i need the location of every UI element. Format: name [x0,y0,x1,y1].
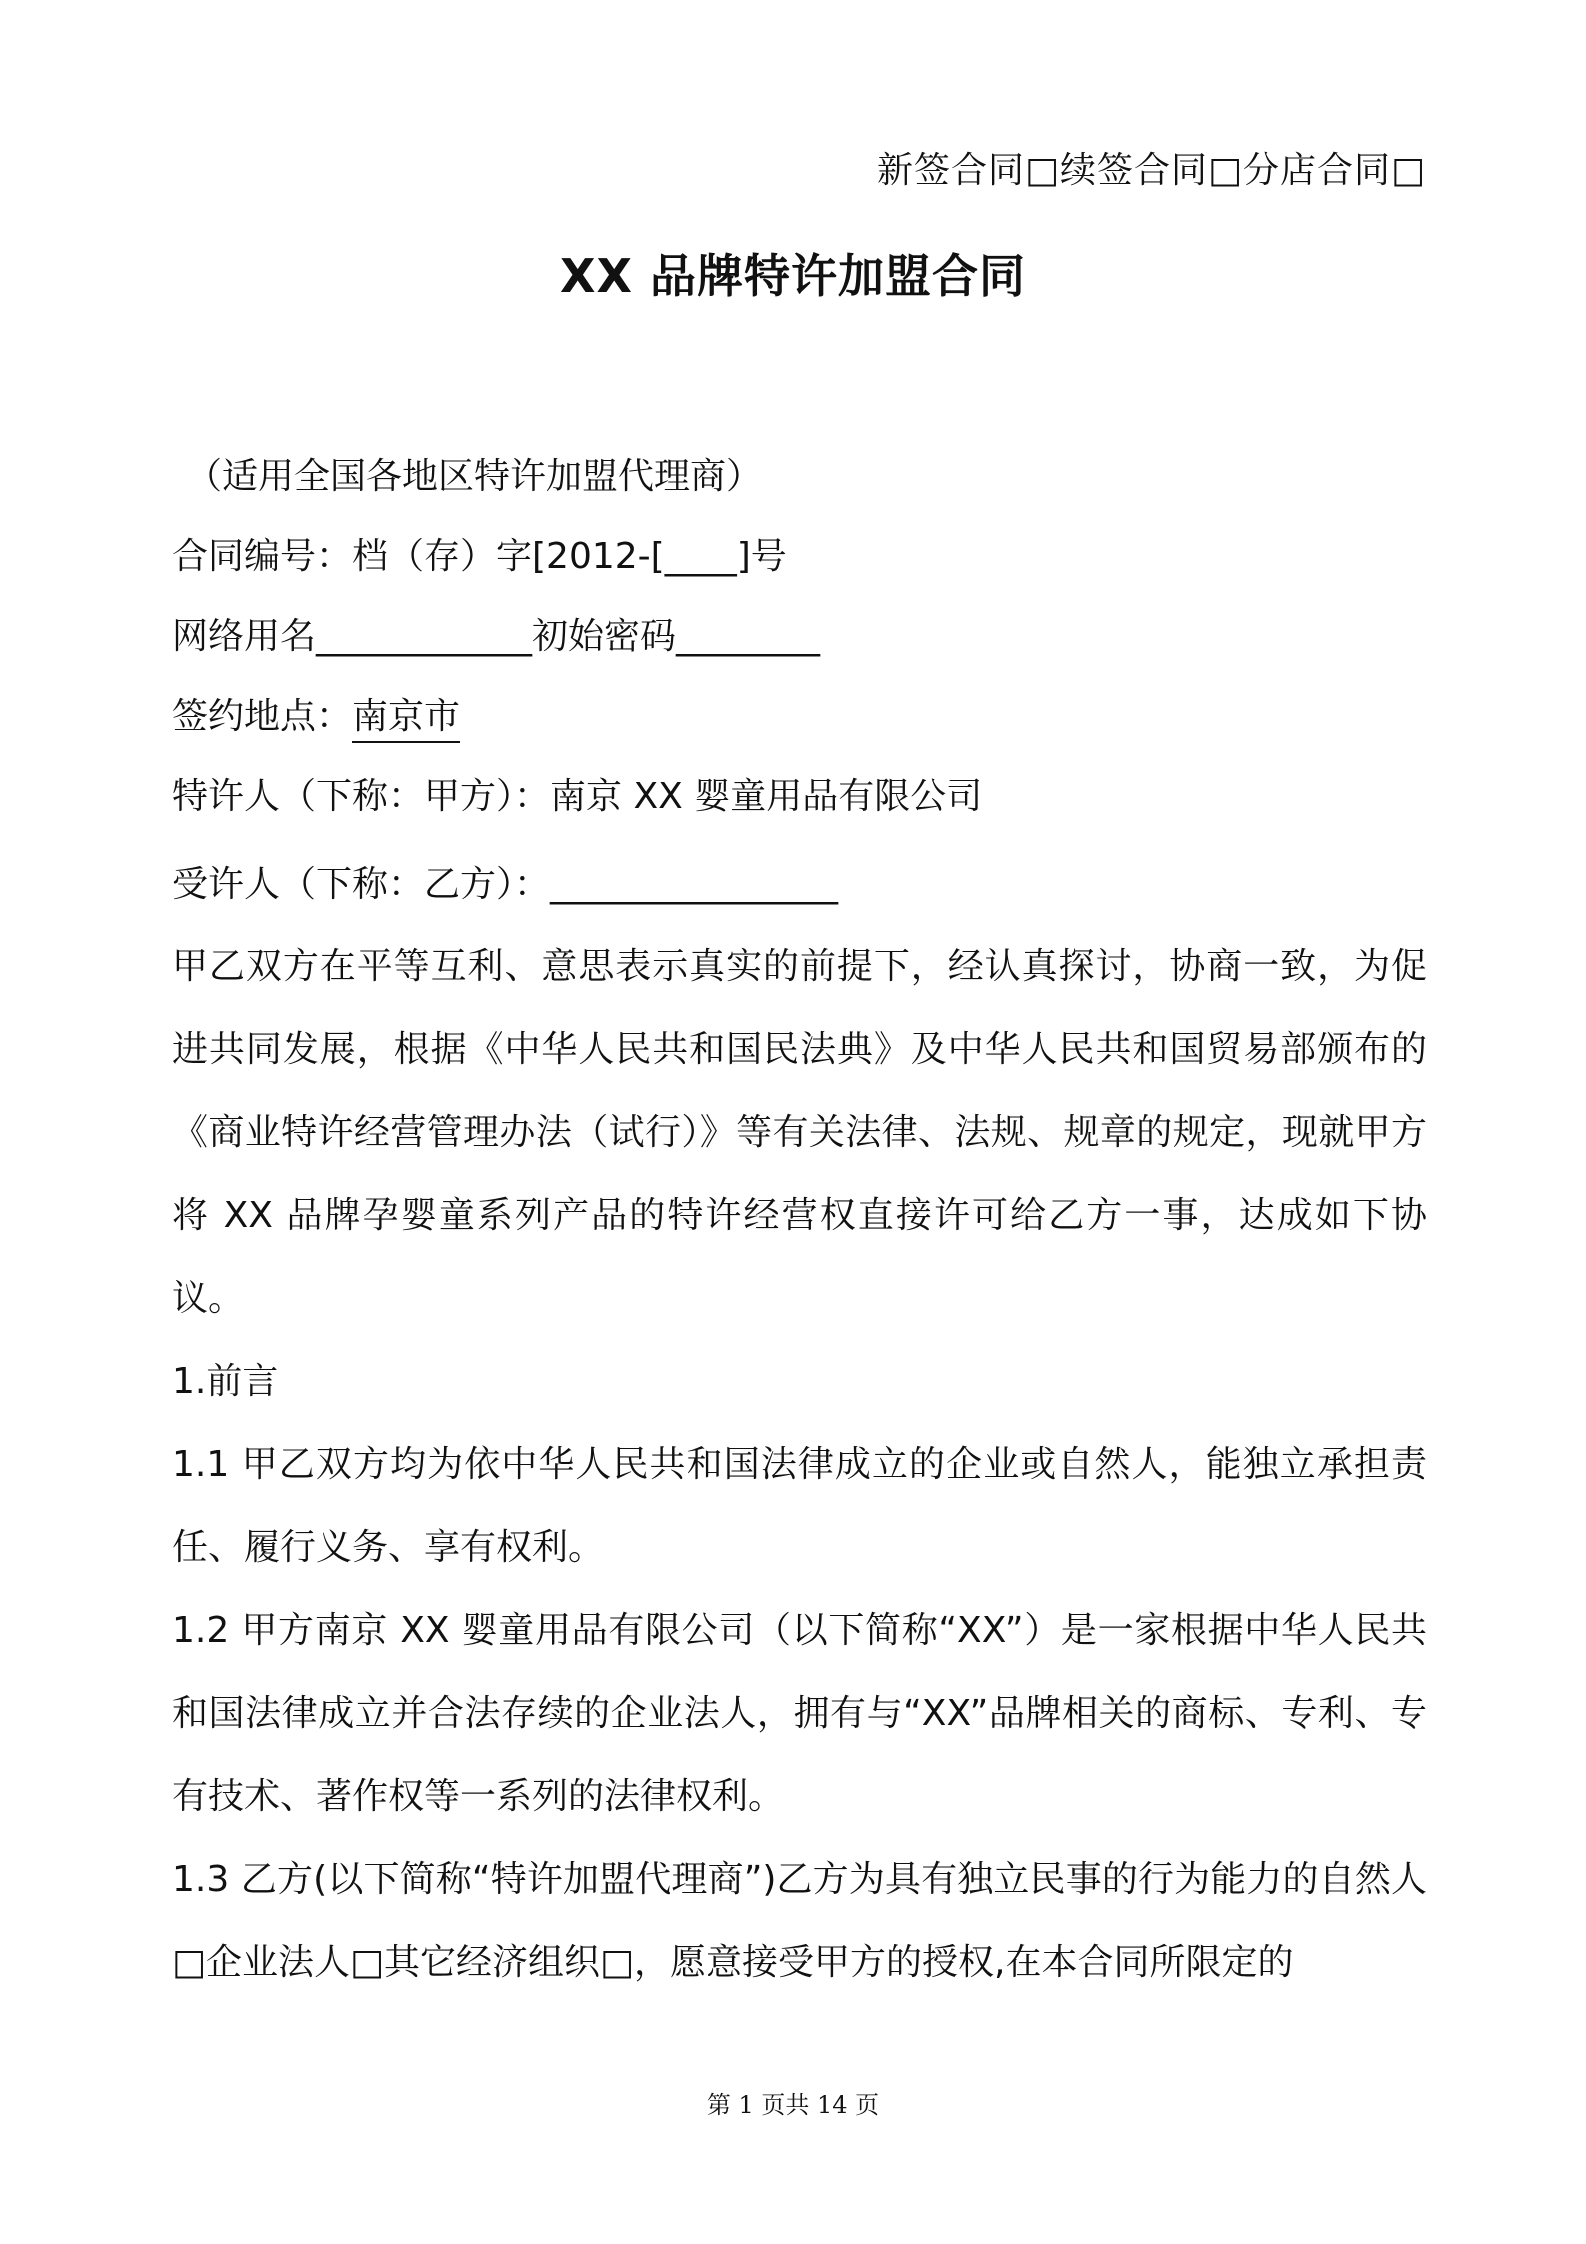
document-body [172,437,1427,2004]
signing-place-label: 签约地点： [172,696,353,737]
clause-1-2: 1.2 甲方南京 XX 婴童用品有限公司（以下简称“XX”）是一家根据中华人民共和国法律成立并合法存续的企业法人，拥有与“XX”品牌相关的商标、专利、专有技术、著作权等一系列的法律权利。 [172,1610,1427,1817]
page-number-footer: 第 1 页共 14 页 [706,2091,880,2119]
document-title: XX 品牌特许加盟合同 [560,249,1026,303]
contract-number: 合同编号：档（存）字[2012-[____]号 [172,536,787,577]
franchisee-line: 受许人（下称：乙方）：________________ [172,864,839,905]
signing-place-value: 南京市 [352,696,460,743]
section-1-heading: 1.前言 [172,1361,279,1402]
clause-1-1: 1.1 甲乙双方均为依中华人民共和国法律成立的企业或自然人，能独立承担责任、履行义务、享有权利。 [172,1444,1427,1568]
clause-1-3: 1.3 乙方(以下简称“特许加盟代理商”)乙方为具有独立民事的行为能力的自然人□企业法人□其它经济组织□，愿意接受甲方的授权,在本合同所限定的 [172,1859,1427,1983]
contract-type-checkboxes: 新签合同□续签合同□分店合同□ [876,150,1426,191]
signing-place [172,677,1427,757]
preamble-paragraph: 甲乙双方在平等互利、意思表示真实的前提下，经认真探讨，协商一致，为促进共同发展，根据《中华人民共和国民法典》及中华人民共和国贸易部颁布的《商业特许经营管理办法（试行）》等有关法律、法规、规章的规定，现就甲方将 XX 品牌孕婴童系列产品的特许经营权直接许可给乙方一事，达成如下协议。 [172,946,1427,1319]
network-login-fields: 网络用名____________初始密码________ [172,616,821,657]
scope-note: （适用全国各地区特许加盟代理商） [186,456,763,497]
franchisor-line: 特许人（下称：甲方）：南京 XX 婴童用品有限公司 [172,776,983,817]
